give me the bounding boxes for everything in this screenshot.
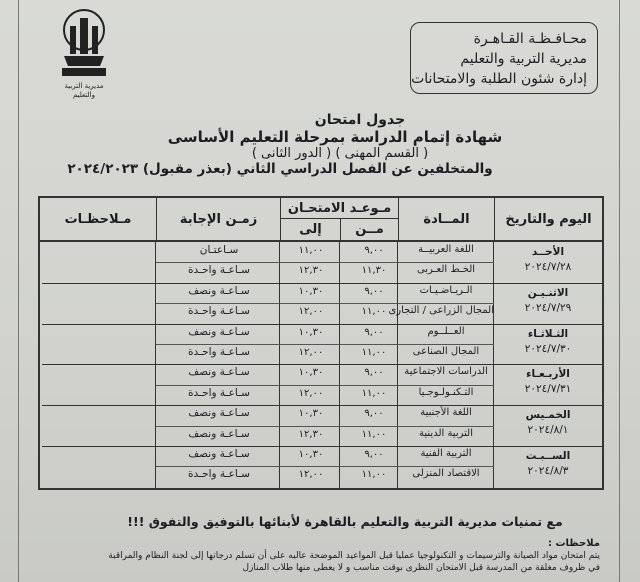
section-round: ( القسم المهنى ) ( الدور الثانى ) [251, 146, 429, 161]
subject-cell: الخـط العـربى [416, 264, 476, 276]
to-time-cell: ١٢,٠٠ [298, 387, 324, 399]
from-time-cell: ٩,٠٠ [364, 285, 384, 297]
doc-title: جدول امتحان [314, 112, 406, 128]
to-time-cell: ١٢,٠٠ [298, 306, 324, 318]
row-divider [42, 283, 602, 284]
exam-date: ٢٠٢٤/٧/٢٨ [524, 261, 572, 273]
duration-cell: سـاعـة ونصف [188, 407, 250, 420]
exam-schedule-table [38, 196, 604, 490]
row-divider [156, 262, 494, 263]
notes-line: يتم امتحان مواد الصيانة والترسيمات و التكنولوجيا عمليا قبل المواعيد الموضحة عاليه على أن تسلم درجاتها إلى لجنة النظام والمراقبة [108, 551, 600, 561]
from-time-cell: ١١,٠٠ [361, 469, 387, 481]
exam-date: ٢٠٢٤/٧/٣١ [524, 383, 572, 396]
day-date-cell [494, 287, 602, 314]
from-time-cell: ٩,٠٠ [364, 367, 384, 379]
duration-cell: سـاعـة واحـدة [188, 264, 250, 277]
exam-date: ٢٠٢٤/٨/٣ [527, 465, 569, 477]
directorate-name: مديرية التربية والتعليم [460, 51, 587, 67]
subject-cell: التربية الدينية [419, 427, 473, 439]
header-subject: المــادة [398, 198, 494, 240]
exam-date: ٢٠٢٤/٧/٢٩ [524, 301, 572, 314]
to-time-cell: ١٠,٣٠ [298, 449, 324, 460]
duration-cell: سـاعـة ونصف [188, 448, 250, 460]
duration-cell: سـاعـة ونصف [188, 427, 250, 440]
day-date-cell [494, 328, 602, 355]
directorate-header-box [410, 22, 598, 94]
duration-cell: سـاعـة واحـدة [188, 305, 250, 318]
row-divider [42, 446, 602, 447]
from-time-cell: ١١,٠٠ [361, 428, 387, 440]
emblem-icon [56, 6, 112, 78]
to-time-cell: ١٢,٣٠ [298, 265, 324, 277]
day-name: الأربـعـاء [526, 368, 570, 381]
row-divider [156, 466, 494, 467]
header-exam-time: مـوعـد الامتحـان [280, 198, 398, 218]
logo-caption: مديرية التربية والتعليم [64, 82, 104, 99]
from-time-cell: ١١,٣٠ [361, 265, 387, 277]
exam-date: ٢٠٢٤/٨/١ [527, 424, 569, 437]
from-time-cell: ١١,٠٠ [361, 387, 387, 399]
header-from: مــن [340, 218, 398, 240]
duration-cell: سـاعـة واحـدة [188, 386, 250, 399]
from-time-cell: ١١,٠٠ [361, 347, 387, 358]
row-divider [42, 405, 602, 406]
header-to: إلى [280, 218, 340, 240]
from-time-cell: ١١,٠٠ [361, 306, 387, 318]
term-year: والمتخلفين عن الفصل الدراسي الثاني (بعذر مقبول) ٢٠٢٤/٢٠٢٣ [67, 161, 493, 177]
day-date-cell [494, 246, 602, 273]
subject-cell: المجال الزراعى / التجارى [388, 305, 494, 317]
notes-line: في ظروف مغلقة من المدرسة قبل الامتحان النظرى بوقت مناسب و لا يعطى منها طلاب المنازل [242, 563, 600, 573]
duration-cell: سـاعتـان [199, 244, 239, 256]
governorate-name: محـافـظـة القـاهـرة [473, 31, 587, 47]
subject-cell: التربية الفنية [420, 448, 472, 459]
to-time-cell: ١٠,٣٠ [298, 285, 324, 297]
day-name: الاثنـيـن [527, 286, 569, 299]
department-name: إدارة شئون الطلبة والامتحانات [411, 71, 587, 87]
exam-date: ٢٠٢٤/٧/٣٠ [524, 342, 572, 355]
to-time-cell: ١٢,٠٠ [298, 469, 324, 481]
day-name: الســبـت [525, 450, 571, 462]
from-time-cell: ٩,٠٠ [364, 245, 384, 256]
row-divider [42, 324, 602, 325]
to-time-cell: ١١,٠٠ [298, 245, 324, 256]
title-block [40, 112, 560, 177]
subject-cell: الـريـاضـيـات [419, 284, 473, 296]
row-divider [156, 303, 494, 304]
subject-cell: اللغة العربيــة [418, 244, 474, 255]
cairo-emblem-logo [54, 6, 114, 99]
day-name: الثـلاثـاء [527, 327, 569, 340]
to-time-cell: ١٠,٣٠ [298, 326, 324, 338]
subject-cell: التـكنـولـوجـيا [418, 386, 474, 398]
to-time-cell: ١٠,٣٠ [298, 408, 324, 420]
to-time-cell: ١٢,٣٠ [298, 428, 324, 440]
from-time-cell: ٩,٠٠ [364, 449, 384, 460]
header-duration: زمـن الإجابة [156, 198, 280, 240]
row-divider [42, 364, 602, 365]
duration-cell: سـاعـة واحـدة [188, 468, 250, 481]
day-date-cell [494, 368, 602, 395]
duration-cell: سـاعـة ونصف [188, 366, 250, 379]
from-time-cell: ٩,٠٠ [364, 326, 384, 338]
duration-cell: سـاعـة ونصف [188, 325, 250, 338]
certificate-title: شهادة إتمام الدراسة بمرحلة التعليم الأساسى [167, 128, 503, 146]
subject-cell: اللغة الأجنبية [420, 407, 472, 419]
closing-wishes: مع تمنيات مديرية التربية والتعليم بالقاهرة لأبنائها بالتوفيق والتفوق !!! [127, 514, 563, 529]
day-name: الخمـيس [525, 409, 571, 422]
row-divider [156, 385, 494, 386]
day-date-cell [494, 409, 602, 436]
duration-cell: سـاعـة ونصف [188, 284, 250, 297]
to-time-cell: ١٠,٣٠ [298, 367, 324, 379]
day-name: الأحــد [531, 246, 565, 258]
header-notes: مـلاحظـات [64, 211, 132, 227]
from-time-cell: ٩,٠٠ [364, 408, 384, 420]
day-date-cell [494, 450, 602, 477]
subject-cell: العــلــوم [427, 325, 465, 337]
row-divider [156, 344, 494, 345]
subject-cell: الدراسات الاجتماعية [404, 366, 488, 378]
notes-section [40, 538, 600, 574]
notes-heading: ملاحظات : [547, 538, 600, 549]
subject-cell: الاقتصاد المنزلى [412, 468, 480, 480]
duration-cell: سـاعـة واحـدة [188, 346, 250, 358]
table-body [40, 242, 602, 488]
to-time-cell: ١٢,٠٠ [298, 347, 324, 358]
header-day-date: اليوم والتاريخ [494, 198, 602, 240]
subject-cell: المجال الصناعى [412, 346, 480, 357]
row-divider [156, 426, 494, 427]
